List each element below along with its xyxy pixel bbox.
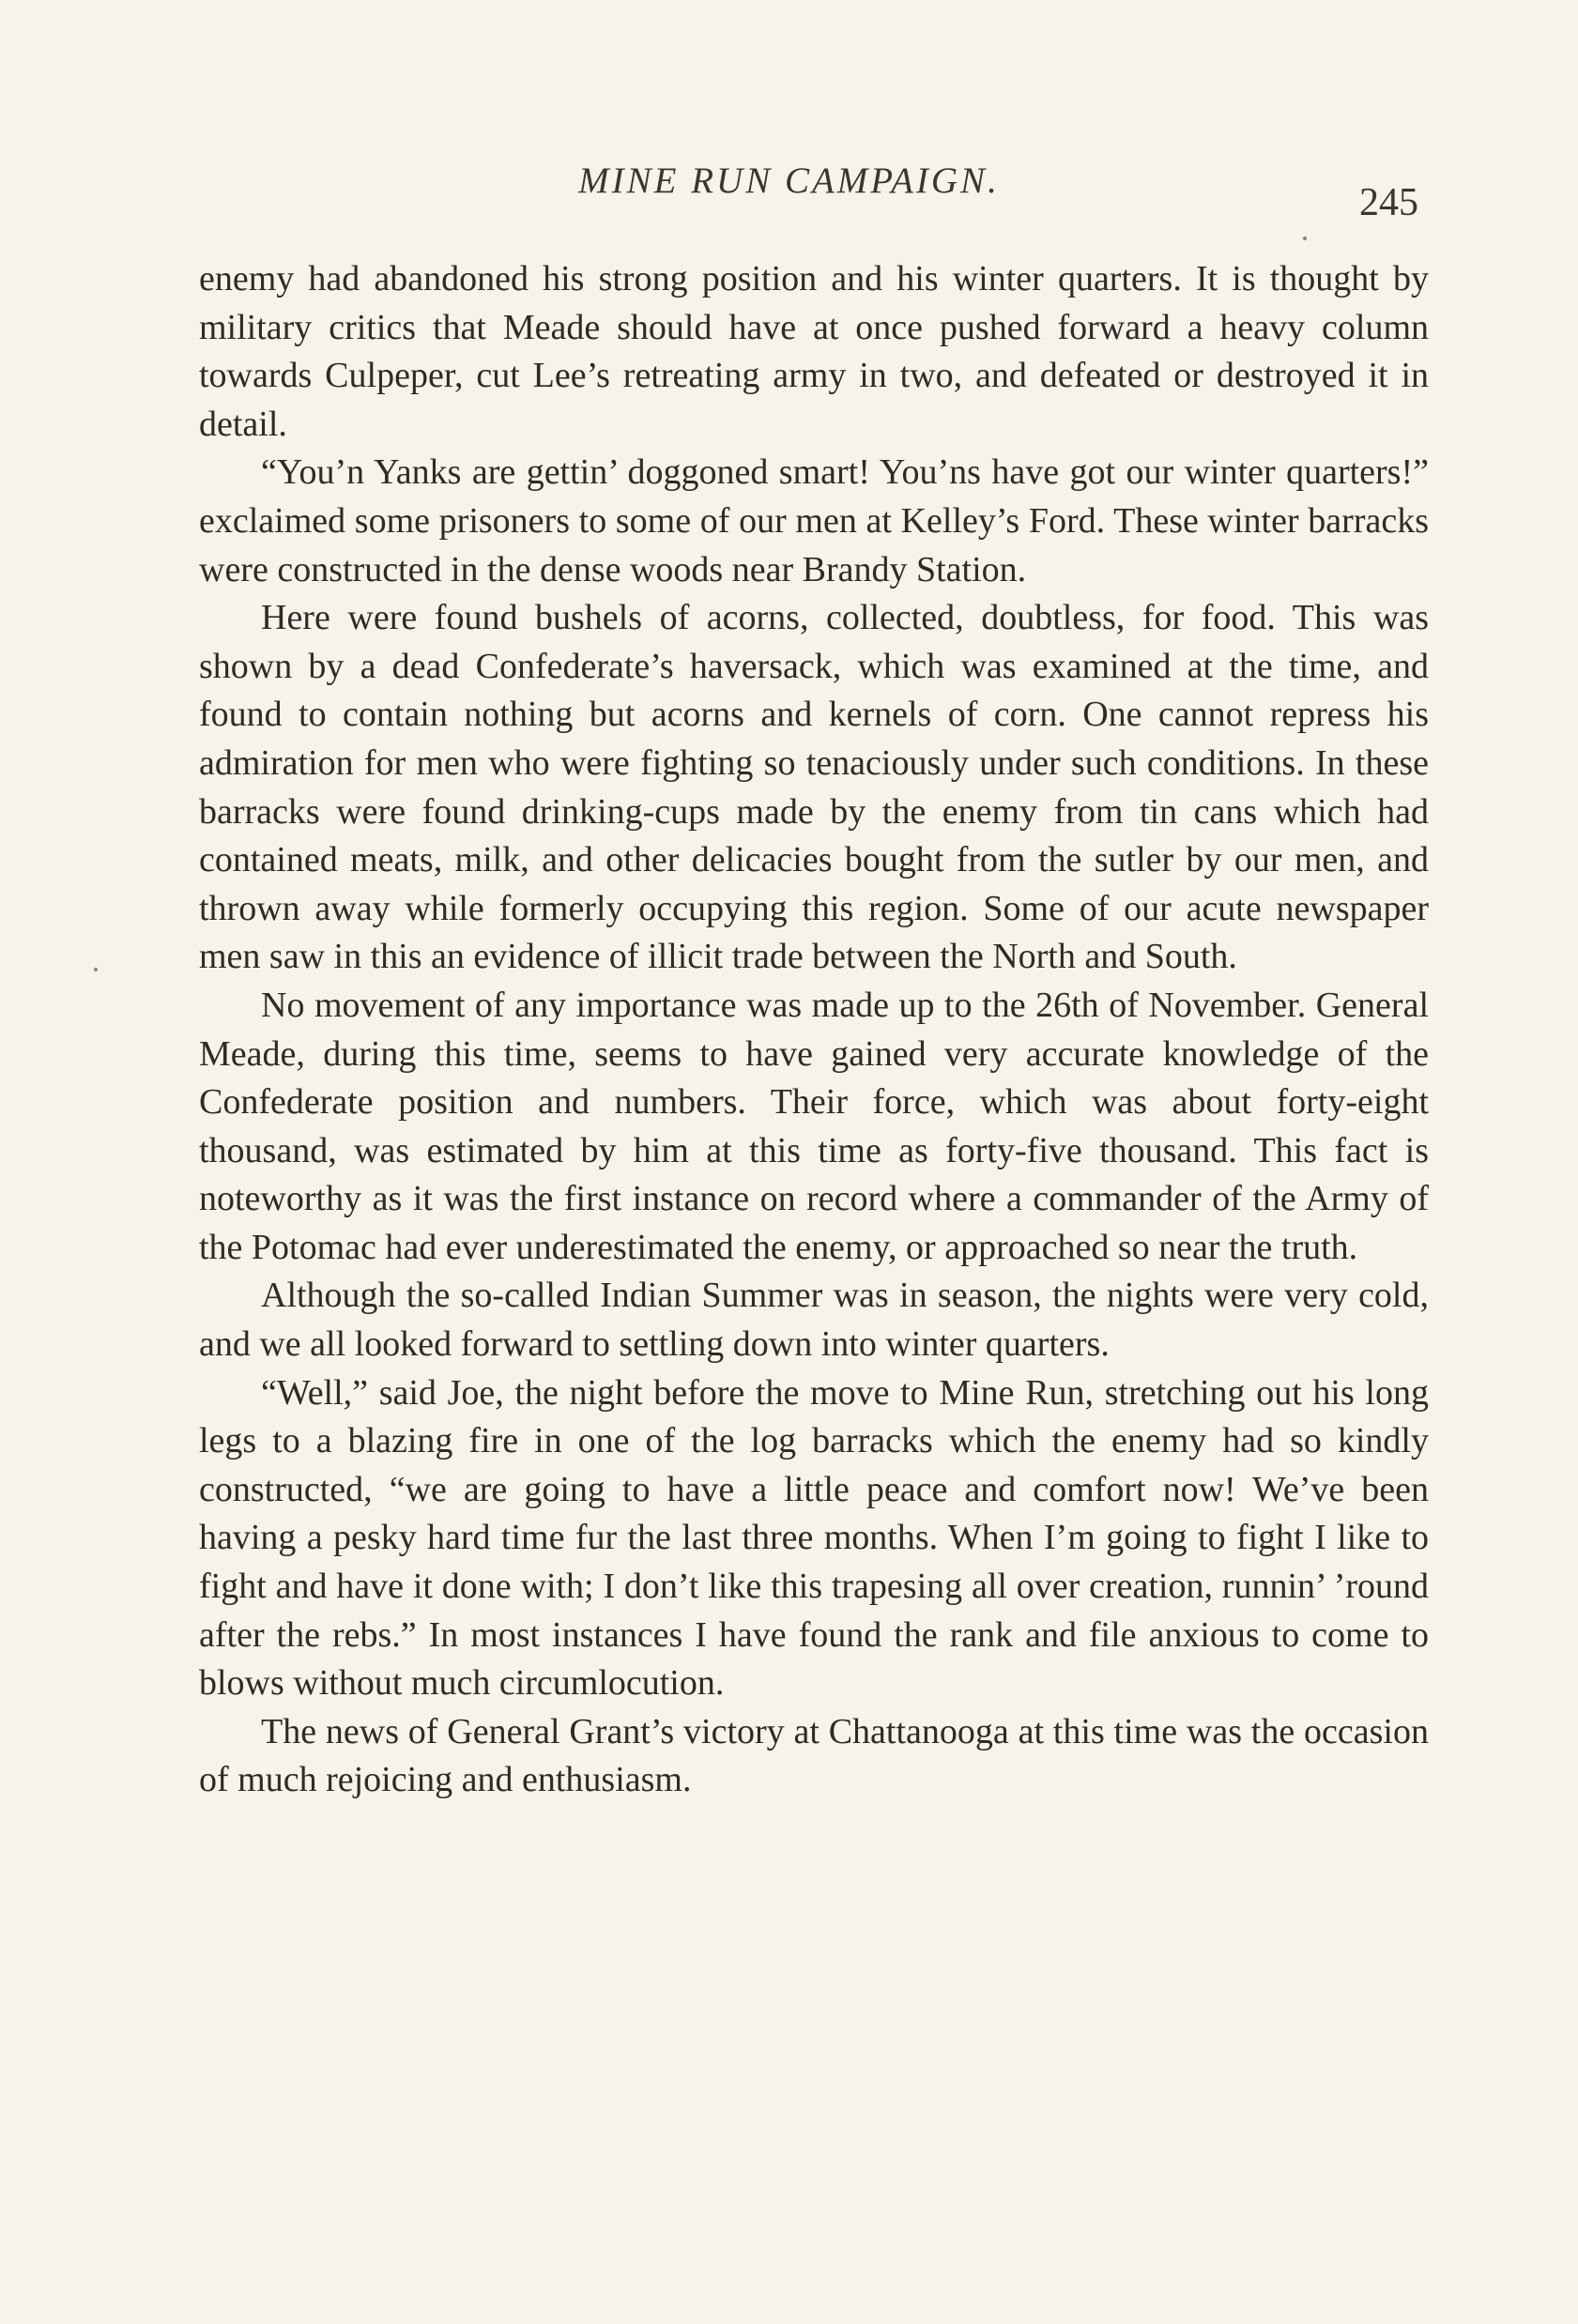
- body-text: [199, 255, 1429, 1805]
- paragraph: enemy had abandoned his strong position and his winter quarters. It is thought by military critics that Meade should have at once pushed forward a heavy column towards Culpeper, cut Lee’s retreating army in two, and defeated or destroyed it in detail.: [199, 259, 1429, 444]
- paragraph: “You’n Yanks are gettin’ doggoned smart! You’ns have got our winter quarters!” exclaimed some prisoners to some of our men at Kelley’s Ford. These winter barracks were constructed in the dense woods near Brandy Station.: [199, 452, 1429, 589]
- running-head: MINE RUN CAMPAIGN.: [578, 161, 1000, 201]
- paragraph: The news of General Grant’s victory at Chattanooga at this time was the occasion of much rejoicing and enthusiasm.: [199, 1711, 1429, 1800]
- paragraph: Although the so-called Indian Summer was in season, the nights were very cold, and we all looked forward to settling down into winter quarters.: [199, 1276, 1429, 1365]
- page-number: 245: [1359, 181, 1418, 224]
- print-speck: [1303, 237, 1307, 240]
- paragraph: “Well,” said Joe, the night before the move to Mine Run, stretching out his long legs to a blazing fire in one of the log barracks which the enemy had so kindly constructed, “we are going to have a little peace and comfort now! We’ve been having a pesky hard time fur the last three months. When I’m going to fight I like to fight and have it done with; I don’t like this trapesing all over creation, runnin’ ’round after the rebs.” In most instances I have found the rank and file anxious to come to blows without much circumlocution.: [199, 1372, 1429, 1704]
- print-speck: [94, 968, 98, 971]
- paragraph: Here were found bushels of acorns, collected, doubtless, for food. This was shown by a dead Confederate’s haversack, which was examined at the time, and found to contain nothing but acorns and kernels of corn. One cannot repress his admiration for men who were fighting so tenaciously under such conditions. In these barracks were found drinking-cups made by the enemy from tin cans which had contained meats, milk, and other delicacies bought from the sutler by our men, and thrown away while formerly occupying this region. Some of our acute newspaper men saw in this an evidence of illicit trade between the North and South.: [199, 598, 1429, 977]
- paragraph: No movement of any importance was made up to the 26th of November. General Meade, during this time, seems to have gained very accurate knowledge of the Confederate position and numbers. Their force, which was about forty-eight thousand, was estimated by him at this time as forty-five thousand. This fact is noteworthy as it was the first instance on record where a commander of the Army of the Potomac had ever underestimated the enemy, or approached so near the truth.: [199, 985, 1429, 1267]
